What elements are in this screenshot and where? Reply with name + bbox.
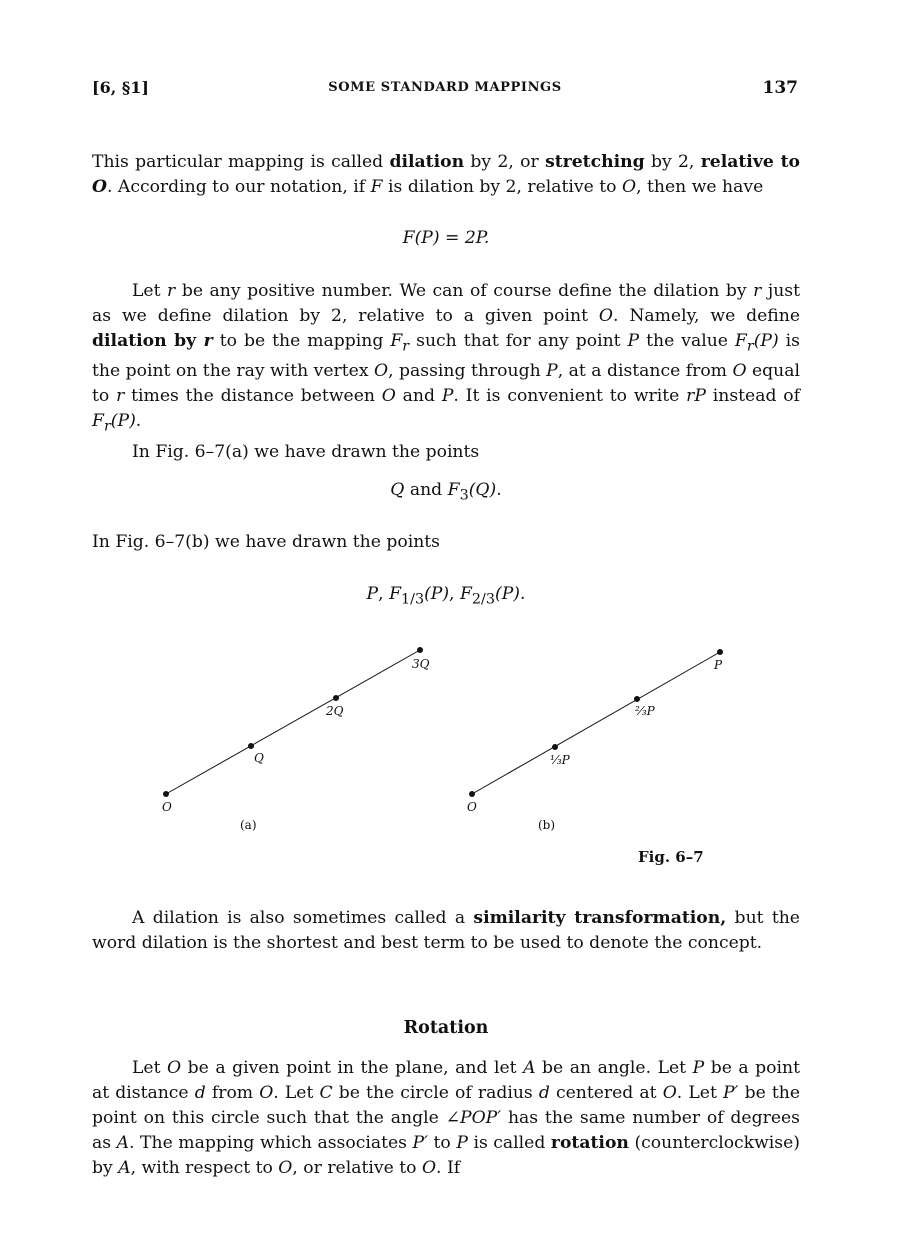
point-3q	[417, 647, 423, 653]
point-two-thirds-p	[634, 696, 640, 702]
figure-6-7	[130, 630, 770, 870]
figure-name: Fig. 6–7	[638, 848, 704, 866]
diagram-b	[469, 649, 723, 797]
running-title: SOME STANDARD MAPPINGS	[328, 80, 562, 95]
paragraph-dilation-by-r: Let r be any positive number. We can of course define the dilation by r just as we define dilation by 2, relative to a given point O. Namely, we define dilation by r to be the mapping $F_r$ such that for any point P the value $F_r(P)$ is the point on the ray with vertex O, passing through P, at a distance from O equal to r times the distance between O and P. It is convenient to write rP instead of $F_r(P)$. In Fig. 6–7(a) we have drawn the points	[92, 279, 800, 465]
ray-b	[472, 652, 723, 794]
point-p	[717, 649, 723, 655]
label-q: Q	[254, 751, 264, 765]
label-2q: 2Q	[326, 704, 344, 718]
section-title-rotation: Rotation	[403, 1018, 489, 1038]
paragraph-fig-b-intro: In Fig. 6–7(b) we have drawn the points	[92, 532, 440, 552]
equation-q-and-f3q: Q and $F_3(Q)$.	[390, 480, 502, 504]
paragraph-rotation: Let O be a given point in the plane, and let A be an angle. Let P be a point at distance d from O. Let C be the circle of radius d centered at O. Let P′ be the point on this circle such that the angle ∠POP′ has the same number of degrees as A. The mapping which associates P′ to P is called rotation (counterclockwise) by A, with respect to O, or relative to O. If	[92, 1058, 801, 1178]
point-q	[248, 743, 254, 749]
caption-a: (a)	[240, 818, 257, 832]
paragraph-dilation-by-2: This particular mapping is called dilation by 2, or stretching by 2, relative to O. According to our notation, if F is dilation by 2, relative to O, then we have	[92, 152, 800, 197]
label-third-p: ⅓P	[550, 753, 570, 767]
equation-f-of-p: F(P) = 2P.	[402, 228, 490, 248]
paragraph-similarity: A dilation is also sometimes called a similarity transformation, but the word dilation is the shortest and best term to be used to denote the concept.	[92, 908, 800, 953]
label-o-b: O	[467, 800, 477, 814]
point-o-a	[163, 791, 169, 797]
label-3q: 3Q	[412, 657, 430, 671]
caption-b: (b)	[538, 818, 556, 832]
point-2q	[333, 695, 339, 701]
diagram-a	[163, 647, 423, 797]
label-o-a: O	[162, 800, 172, 814]
label-two-thirds-p: ⅔P	[635, 704, 655, 718]
ray-a	[166, 650, 420, 794]
point-o-b	[469, 791, 475, 797]
figure-drawing	[130, 630, 770, 870]
section-ref: [6, §1]	[92, 78, 149, 97]
point-third-p	[552, 744, 558, 750]
label-p: P	[714, 658, 723, 672]
paragraph-fig-a-intro: In Fig. 6–7(a) we have drawn the points	[132, 441, 480, 462]
page-number: 137	[762, 78, 798, 98]
equation-p-points: P, $F_{1/3}(P)$, $F_{2/3}(P)$.	[366, 584, 526, 608]
running-header	[92, 78, 798, 102]
